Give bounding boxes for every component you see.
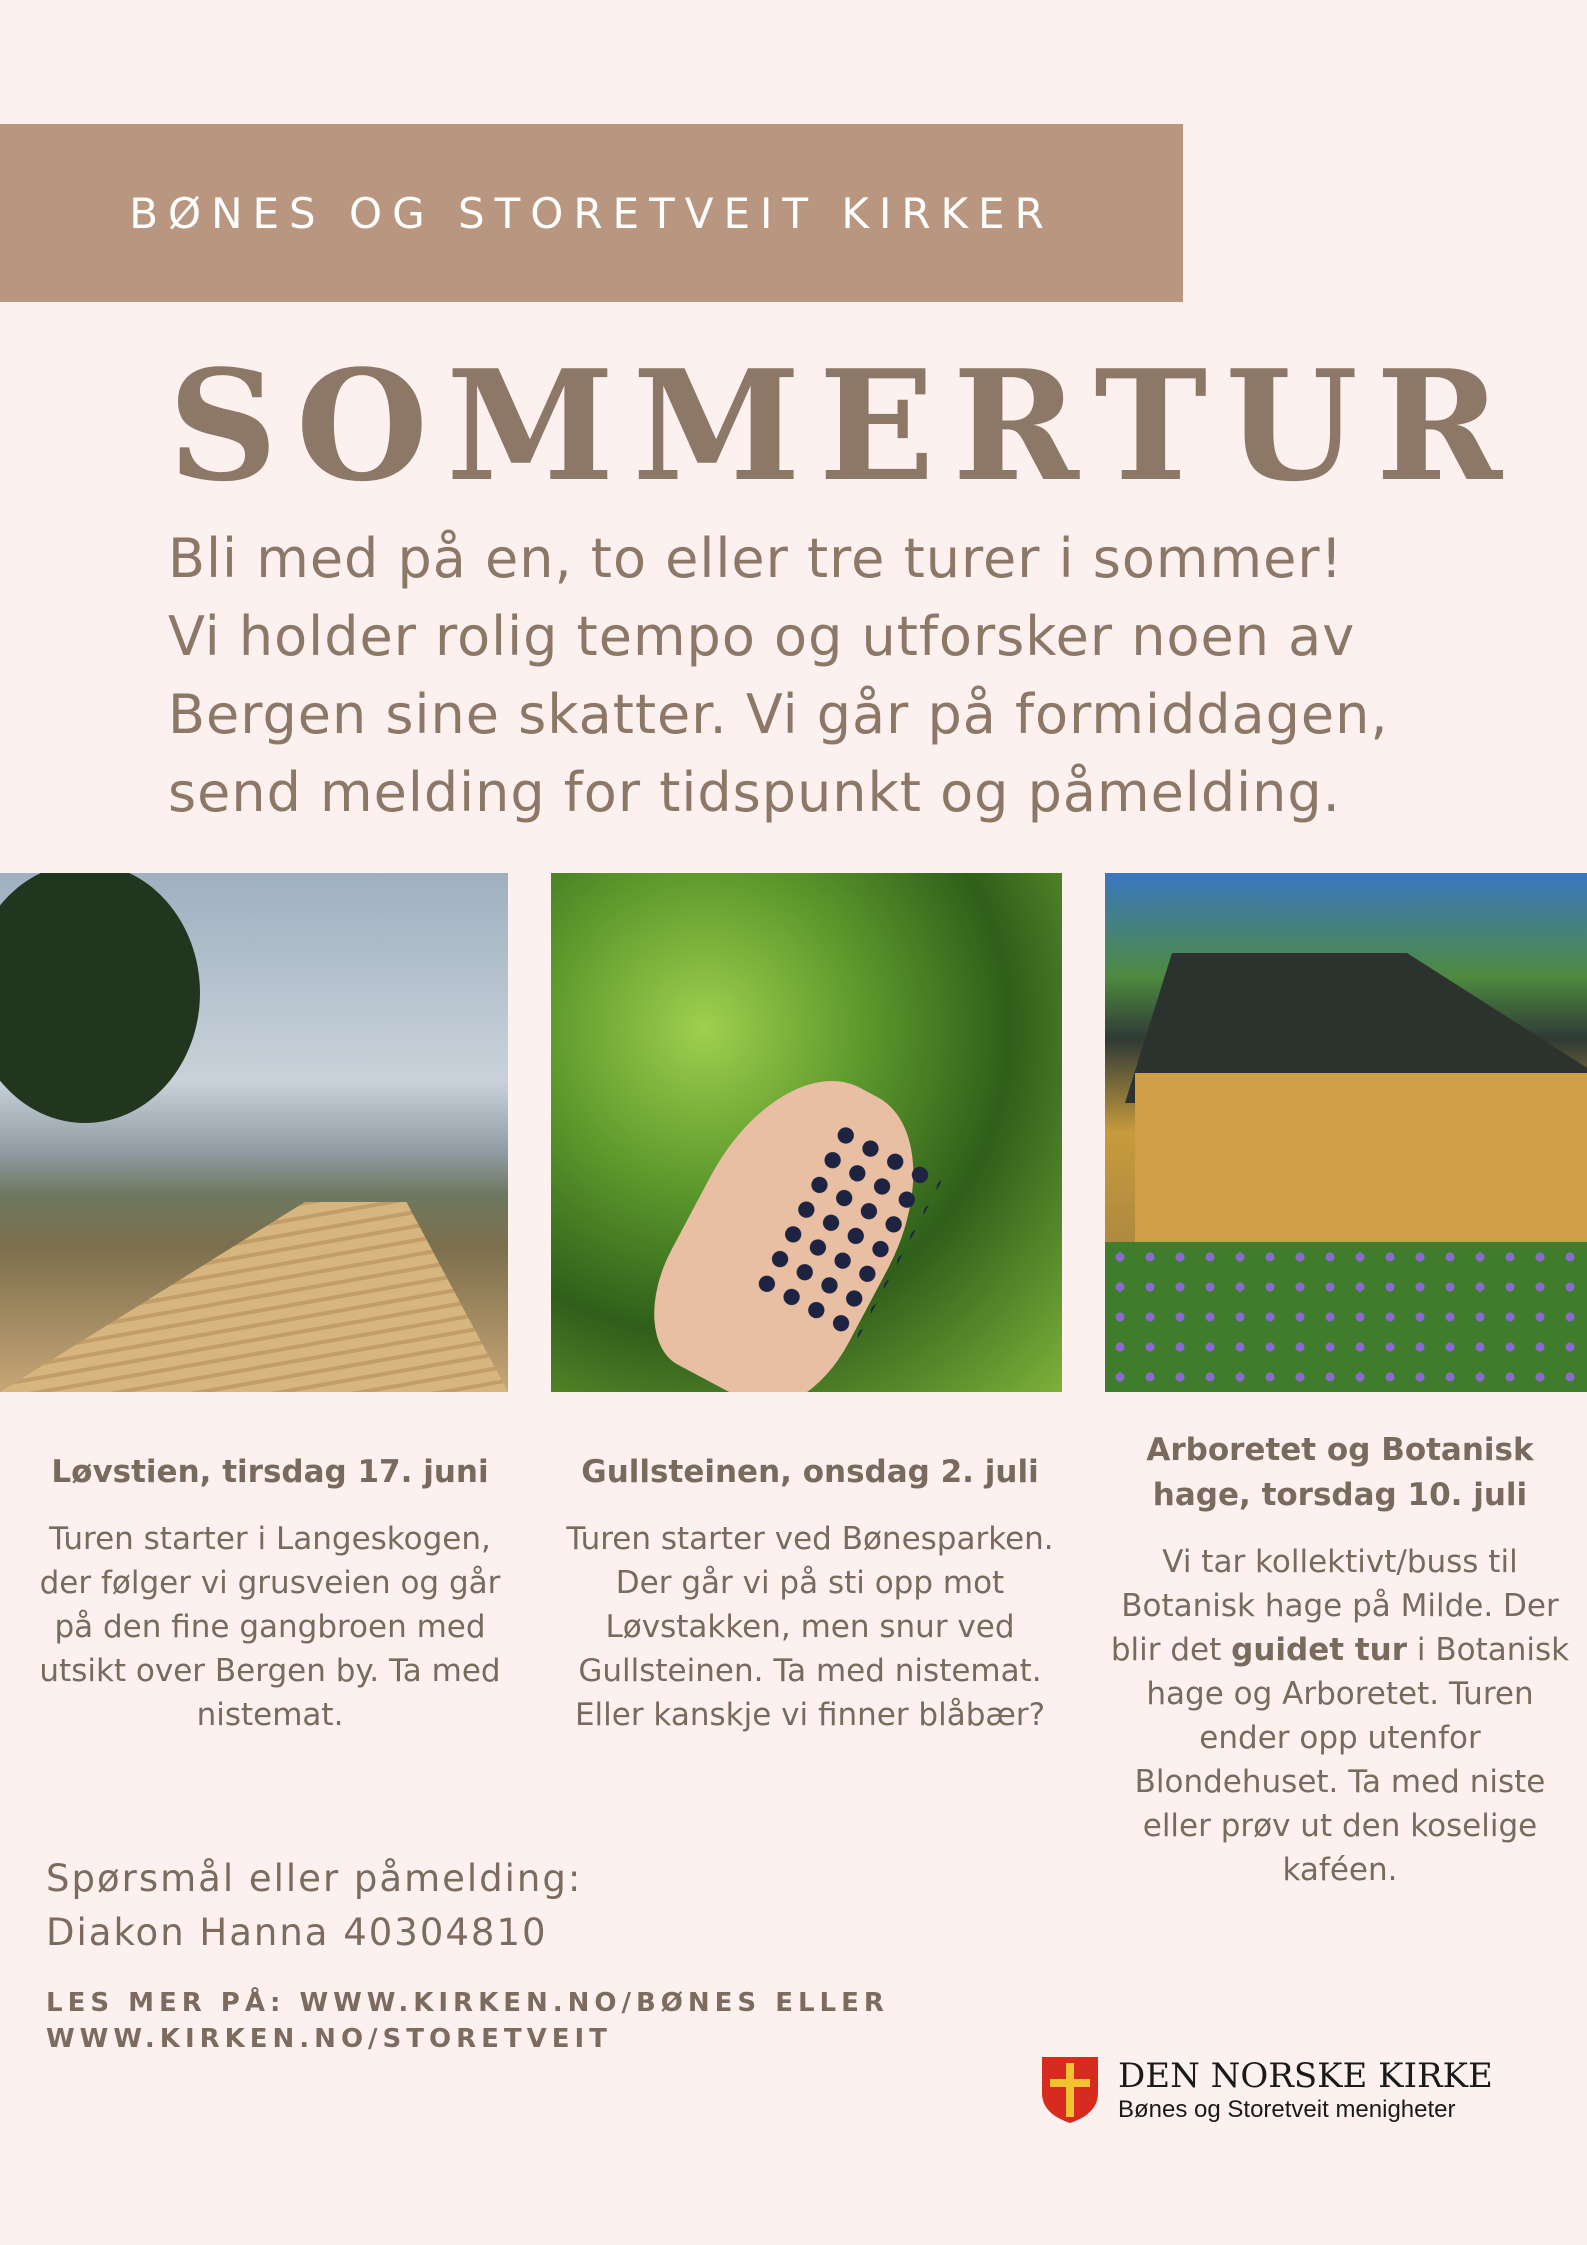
page-title: SOMMERTUR [168, 336, 1521, 515]
intro-text [168, 520, 1468, 832]
photo-lovstien [0, 873, 508, 1392]
intro-line: Bli med på en, to eller tre turer i sommer! [168, 527, 1344, 590]
church-logo [1040, 2055, 1493, 2125]
banner-text: BØNES OG STORETVEIT KIRKER [129, 188, 1054, 238]
trip-gullsteinen [555, 1450, 1065, 1737]
church-shield-icon [1040, 2055, 1100, 2125]
trip-heading: Løvstien, tirsdag 17. juni [51, 1454, 489, 1490]
trip-description [1100, 1540, 1580, 1892]
read-more-line: LES MER PÅ: WWW.KIRKEN.NO/BØNES ELLER [46, 1988, 889, 2018]
trip-text-part: Vi tar kollektivt/buss til Botanisk hage på Milde. Der blir det [1110, 1544, 1559, 1668]
contact-line: Diakon Hanna 40304810 [46, 1911, 548, 1954]
trip-heading: Gullsteinen, onsdag 2. juli [581, 1454, 1039, 1490]
contact-info [46, 1852, 582, 1960]
trip-text-part: i Botanisk hage og Arboretet. Turen ender opp utenfor Blondehuset. Ta med niste eller prøv ut den koselige kaféen. [1134, 1632, 1570, 1888]
logo-name: DEN NORSKE KIRKE [1118, 2056, 1493, 2096]
logo-text [1118, 2056, 1493, 2124]
photo-blueberries [551, 873, 1062, 1392]
contact-line: Spørsmål eller påmelding: [46, 1857, 583, 1900]
intro-line: Bergen sine skatter. Vi går på formiddagen, [168, 683, 1389, 746]
tree-shape [0, 873, 200, 1123]
boardwalk-shape [0, 1202, 508, 1392]
trip-botanisk-hage [1100, 1428, 1580, 1892]
read-more [46, 1985, 889, 2057]
intro-line: Vi holder rolig tempo og utforsker noen av [168, 605, 1356, 668]
trip-description: Turen starter i Langeskogen, der følger vi grusveien og går på den fine gangbroen med utsikt over Bergen by. Ta med nistemat. [39, 1521, 501, 1733]
house-shape [1135, 1073, 1587, 1253]
trip-description: Turen starter ved Bønesparken. Der går vi på sti opp mot Løvstakken, men snur ved Gullsteinen. Ta med nistemat. Eller kanskje vi finner blåbær? [566, 1521, 1054, 1733]
trip-text-bold: guidet tur [1231, 1632, 1408, 1668]
header-banner [0, 124, 1183, 302]
logo-subtitle: Bønes og Storetveit menigheter [1118, 2096, 1456, 2123]
trip-lovstien [30, 1450, 510, 1737]
read-more-line: WWW.KIRKEN.NO/STORETVEIT [46, 2024, 612, 2054]
intro-line: send melding for tidspunkt og påmelding. [168, 761, 1341, 824]
photo-botanical-garden [1105, 873, 1587, 1392]
flowers-shape [1105, 1242, 1587, 1392]
trip-heading: Arboretet og Botanisk hage, torsdag 10. juli [1146, 1432, 1534, 1513]
